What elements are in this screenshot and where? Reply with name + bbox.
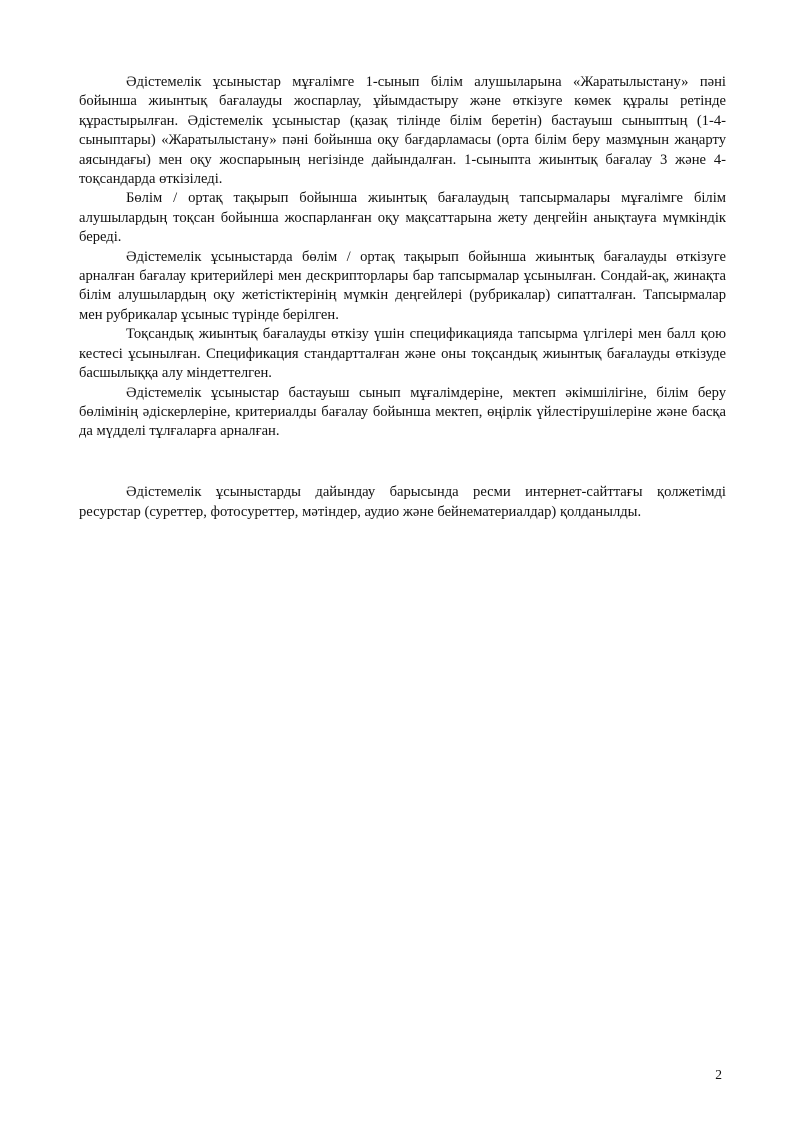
paragraph-criteria: Әдістемелік ұсыныстарда бөлім / ортақ тақырып бойынша жиынтық бағалауды өткізуге арналған бағалау критерийлері мен дескрипторлары бар тапсырмалар ұсынылған. Сондай-ақ, жинақта білім алушылардың оқу жетістіктерінің мүмкін деңгейлері (рубрикалар) сипатталған. Тапсырмалар мен рубрикалар ұсыныс түрінде берілген. <box>79 248 726 323</box>
paragraph-audience: Әдістемелік ұсыныстар бастауыш сынып мұғалімдеріне, мектеп әкімшілігіне, білім беру бөлімінің әдіскерлеріне, критериалды бағалау бойынша мектеп, өңірлік үйлестірушілеріне және басқа да мүдделі тұлғаларға арналған. <box>79 384 726 440</box>
resources-note: Әдістемелік ұсыныстарды дайындау барысында ресми интернет-сайттағы қолжетімді ресурстар (суреттер, фотосуреттер, мәтіндер, аудио және бейнематериалдар) қолданылды. <box>79 484 726 520</box>
paragraph-section-tasks: Бөлім / ортақ тақырып бойынша жиынтық бағалаудың тапсырмалары мұғалімге білім алушылардың тоқсан бойынша жоспарланған оқу мақсаттарына жету деңгейін анықтауға мүмкіндік береді. <box>79 190 726 246</box>
page-number: 2 <box>715 1067 722 1082</box>
paragraph-intro: Әдістемелік ұсыныстар мұғалімге 1-сынып білім алушыларына «Жаратылыстану» пәні бойынша жиынтық бағалауды жоспарлау, ұйымдастыру және өткізуге көмек құралы ретінде құрастырылған. Әдістемелік ұсыныстар (қазақ тілінде білім беретін) бастауыш сыныптың (1-4-сыныптары) «Жаратылыстану» пәні бойынша оқу бағдарламасы (орта білім беру мазмұнын жаңарту аясындағы) мен оқу жоспарының негізінде дайындалған. 1-сыныпта жиынтық бағалау 3 және 4-тоқсандарда өткізіледі. <box>79 74 726 188</box>
paragraph-specification: Тоқсандық жиынтық бағалауды өткізу үшін спецификацияда тапсырма үлгілері мен балл қою кестесі ұсынылған. Спецификация стандартталған және оны тоқсандық жиынтық бағалауды өткізуде басшылыққа алу міндеттелген. <box>79 326 726 382</box>
body-text <box>79 73 726 442</box>
